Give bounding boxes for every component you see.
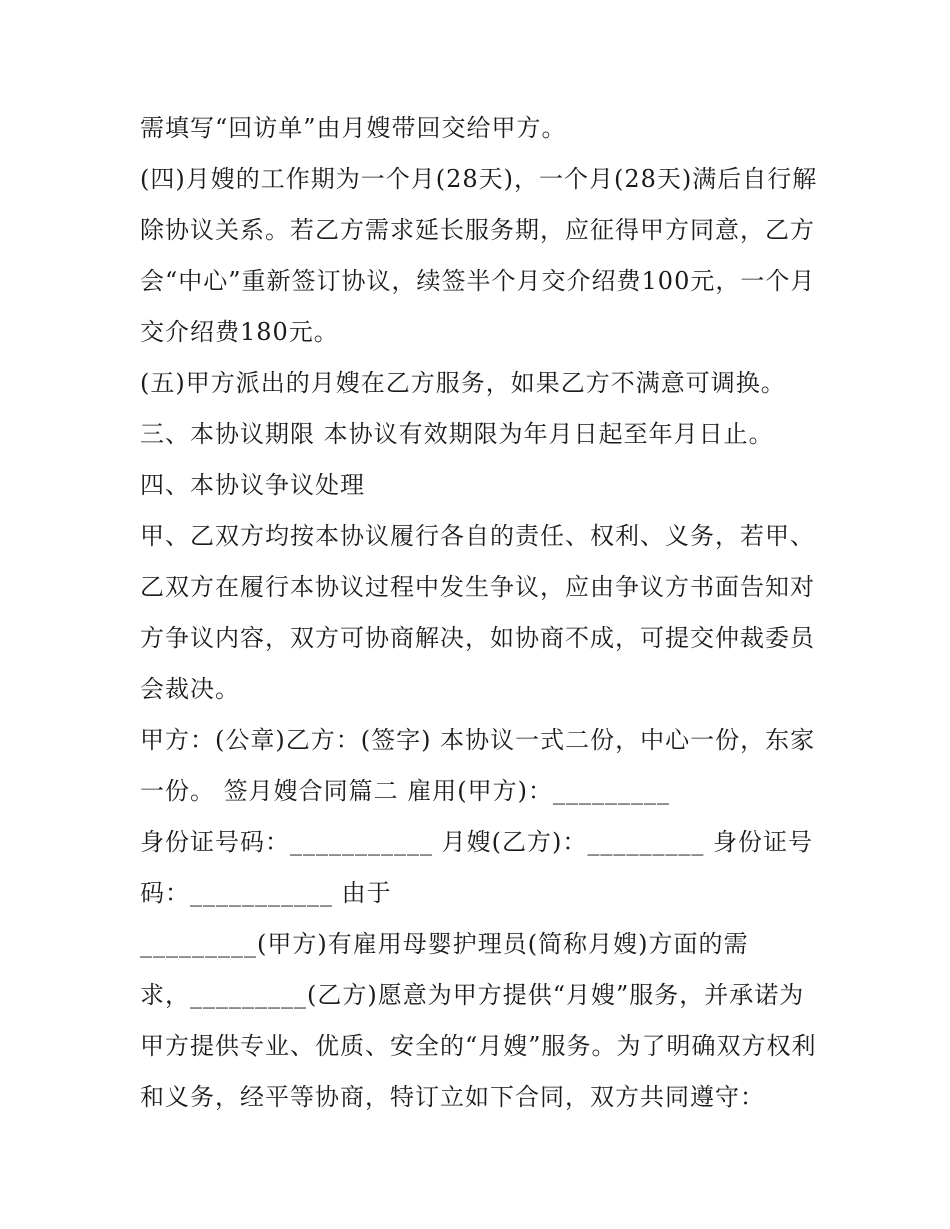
text-line: 甲方提供专业、优质、安全的“月嫂”服务。为了明确双方权利: [140, 1032, 817, 1060]
text-line: 三、本协议期限 本协议有效期限为年月日起至年月日止。: [140, 420, 774, 448]
text-line: 需填写“回访单”由月嫂带回交给甲方。: [140, 114, 567, 142]
text-line: 除协议关系。若乙方需求延长服务期，应征得甲方同意，乙方: [140, 216, 815, 244]
text-line: 乙双方在履行本协议过程中发生争议，应由争议方书面告知对: [140, 573, 815, 601]
text-line: 甲方：(公章)乙方：(签字) 本协议一式二份，中心一份，东家: [140, 726, 816, 754]
text-line: 身份证号码：___________ 月嫂(乙方)：_________ 身份证号: [140, 828, 813, 856]
text-line: 交介绍费180元。: [140, 318, 339, 346]
text-line: 甲、乙双方均按本协议履行各自的责任、权利、义务，若甲、: [140, 522, 815, 550]
text-line: (五)甲方派出的月嫂在乙方服务，如果乙方不满意可调换。: [140, 369, 786, 397]
text-line: 求，_________(乙方)愿意为甲方提供“月嫂”服务，并承诺为: [140, 981, 805, 1009]
text-line: 码：___________ 由于: [140, 879, 392, 907]
text-line: 方争议内容，双方可协商解决，如协商不成，可提交仲裁委员: [140, 624, 815, 652]
text-line: 一份。 签月嫂合同篇二 雇用(甲方)：_________: [140, 777, 670, 805]
document-body: [140, 103, 820, 1123]
text-line: 和义务，经平等协商，特订立如下合同，双方共同遵守：: [140, 1083, 765, 1111]
text-line: 会裁决。: [140, 675, 240, 703]
text-line: _________(甲方)有雇用母婴护理员(简称月嫂)方面的需: [140, 930, 749, 958]
section-heading: 四、本协议争议处理: [140, 471, 365, 499]
text-line: (四)月嫂的工作期为一个月(28天)，一个月(28天)满后自行解: [140, 165, 818, 193]
text-line: 会“中心”重新签订协议，续签半个月交介绍费100元，一个月: [140, 267, 816, 295]
